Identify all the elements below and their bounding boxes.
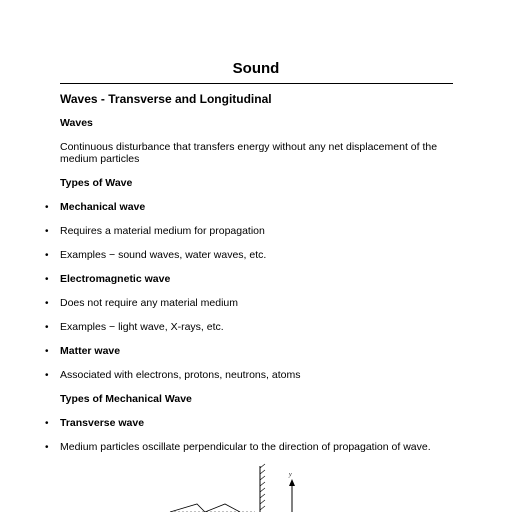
list-item: Associated with electrons, protons, neutrons, atoms bbox=[60, 369, 301, 381]
bullet-glyph: • bbox=[45, 346, 49, 357]
subheading-waves: Waves bbox=[60, 117, 93, 129]
y-axis-arrow bbox=[289, 479, 295, 512]
wall-hatch bbox=[260, 464, 265, 512]
title-rule bbox=[60, 83, 453, 84]
transverse-wave-diagram bbox=[150, 462, 350, 512]
bullet-glyph: • bbox=[45, 274, 49, 285]
bullet-glyph: • bbox=[45, 202, 49, 213]
bullet-glyph: • bbox=[45, 370, 49, 381]
bullet-glyph: • bbox=[45, 298, 49, 309]
waves-definition: Continuous disturbance that transfers energy without any net displacement of the medium particles bbox=[60, 141, 438, 165]
section-heading: Waves - Transverse and Longitudinal bbox=[60, 92, 272, 106]
bullet-glyph: • bbox=[45, 442, 49, 453]
subheading-types-of-wave: Types of Wave bbox=[60, 177, 133, 189]
y-axis-label: y bbox=[289, 472, 292, 478]
list-item: Does not require any material medium bbox=[60, 297, 238, 309]
bullet-glyph: • bbox=[45, 322, 49, 333]
list-item-matter-wave: Matter wave bbox=[60, 345, 121, 357]
subheading-types-mechanical: Types of Mechanical Wave bbox=[60, 393, 192, 405]
bullet-glyph: • bbox=[45, 418, 49, 429]
list-item-electromagnetic-wave: Electromagnetic wave bbox=[60, 273, 171, 285]
list-item: Examples − light wave, X-rays, etc. bbox=[60, 321, 224, 333]
list-item-mechanical-wave: Mechanical wave bbox=[60, 201, 146, 213]
wave-crests bbox=[170, 504, 255, 512]
list-item: Examples − sound waves, water waves, etc. bbox=[60, 249, 267, 261]
list-item: Requires a material medium for propagation bbox=[60, 225, 265, 237]
list-item: Medium particles oscillate perpendicular to the direction of propagation of wave. bbox=[60, 441, 431, 453]
list-item-transverse-wave: Transverse wave bbox=[60, 417, 145, 429]
page-title: Sound bbox=[232, 60, 280, 77]
bullet-glyph: • bbox=[45, 226, 49, 237]
bullet-glyph: • bbox=[45, 250, 49, 261]
